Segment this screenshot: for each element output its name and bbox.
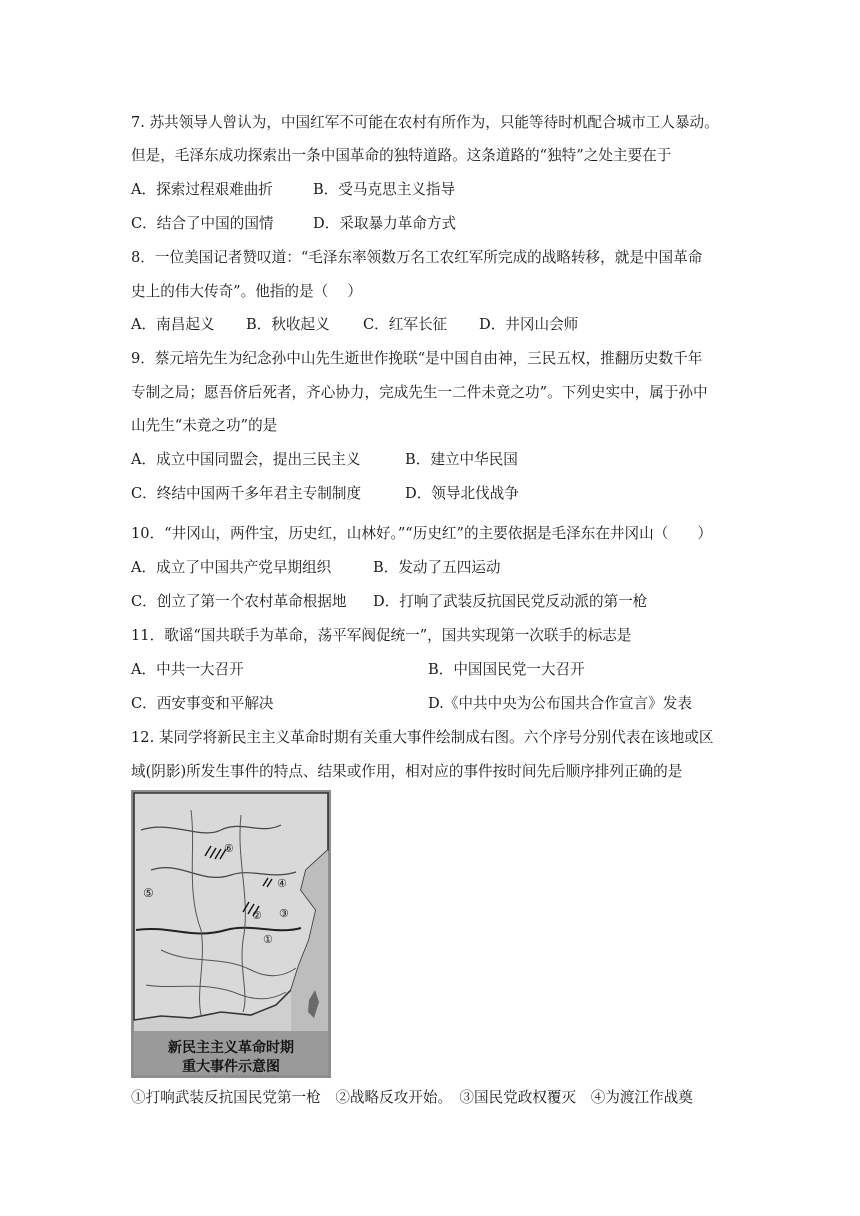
q10-option-b: B．发动了五四运动 xyxy=(373,559,501,576)
q7-option-d: D．采取暴力革命方式 xyxy=(313,215,457,232)
q12-stem-line2: 域(阴影)所发生事件的特点、结果或作用，相对应的事件按时间先后顺序排列正确的是 xyxy=(131,763,683,780)
q8-option-b: B．秋收起义 xyxy=(246,316,330,333)
map-marker-3: ③ xyxy=(279,907,289,920)
q8-option-a: A．南昌起义 xyxy=(131,316,215,333)
q9-option-b: B．建立中华民国 xyxy=(405,451,518,468)
map-marker-6: ⑥ xyxy=(224,842,234,855)
q7-option-a: A．探索过程艰难曲折 xyxy=(131,181,273,198)
map-marker-2: ② xyxy=(252,909,262,922)
q8-option-c: C．红军长征 xyxy=(363,316,448,333)
q12-items-line: ①打响武装反抗国民党第一枪 ②战略反攻开始。 ③国民党政权覆灭 ④为渡江作战奠 xyxy=(131,1089,693,1106)
q8-stem-line2: 史上的伟大传奇”。他指的是（ ） xyxy=(131,283,363,300)
q9-stem-line3: 山先生“未竟之功”的是 xyxy=(131,417,278,434)
q7-option-c: C．结合了中国的国情 xyxy=(131,215,274,232)
map-caption-line1: 新民主主义革命时期 xyxy=(168,1040,294,1056)
q9-option-c: C．终结中国两千多年君主专制制度 xyxy=(131,485,362,502)
q9-stem-line2: 专制之局；愿吾侪后死者，齐心协力，完成先生一二件未竟之功”。下列史实中，属于孙中 xyxy=(131,384,708,401)
q11-option-c: C．西安事变和平解决 xyxy=(131,695,274,712)
map-marker-5: ⑤ xyxy=(143,886,154,900)
q9-option-d: D．领导北伐战争 xyxy=(405,485,519,502)
q9-stem-line1: 9．蔡元培先生为纪念孙中山先生逝世作挽联“是中国自由神，三民五权，推翻历史数千年 xyxy=(131,350,703,367)
q12-stem-line1: 12. 某同学将新民主主义革命时期有关重大事件绘制成右图。六个序号分别代表在该地或区 xyxy=(131,729,714,746)
q11-option-b: B．中国国民党一大召开 xyxy=(428,661,585,678)
map-marker-1: ① xyxy=(263,933,273,946)
q8-stem-line1: 8．一位美国记者赞叹道：“毛泽东率领数万名工农红军所完成的战略转移，就是中国革命 xyxy=(131,249,703,266)
q7-stem-line2: 但是，毛泽东成功探索出一条中国革命的独特道路。这条道路的“独特”之处主要在于 xyxy=(131,147,672,164)
q11-option-d: D.《中共中央为公布国共合作宣言》发表 xyxy=(428,695,692,712)
q10-stem-line1: 10．“井冈山，两件宝，历史红，山林好。”“历史红”的主要依据是毛泽东在井冈山（ ） xyxy=(131,525,713,542)
map-image xyxy=(131,790,331,1078)
q10-option-c: C．创立了第一个农村革命根据地 xyxy=(131,593,347,610)
map-caption-line2: 重大事件示意图 xyxy=(182,1059,280,1075)
q7-option-b: B．受马克思主义指导 xyxy=(313,181,456,198)
q7-stem-line1: 7. 苏共领导人曾认为，中国红军不可能在农村有所作为，只能等待时机配合城市工人暴动。 xyxy=(131,114,719,131)
q11-option-a: A．中共一大召开 xyxy=(131,661,244,678)
q8-option-d: D．井冈山会师 xyxy=(479,316,579,333)
map-marker-4: ④ xyxy=(277,877,287,890)
q9-option-a: A．成立中国同盟会，提出三民主义 xyxy=(131,451,361,468)
map-figure xyxy=(131,790,331,1078)
q11-stem-line1: 11．歌谣“国共联手为革命，荡平军阀促统一”，国共实现第一次联手的标志是 xyxy=(131,627,632,644)
q10-option-d: D．打响了武装反抗国民党反动派的第一枪 xyxy=(373,593,648,610)
q10-option-a: A．成立了中国共产党早期组织 xyxy=(131,559,332,576)
